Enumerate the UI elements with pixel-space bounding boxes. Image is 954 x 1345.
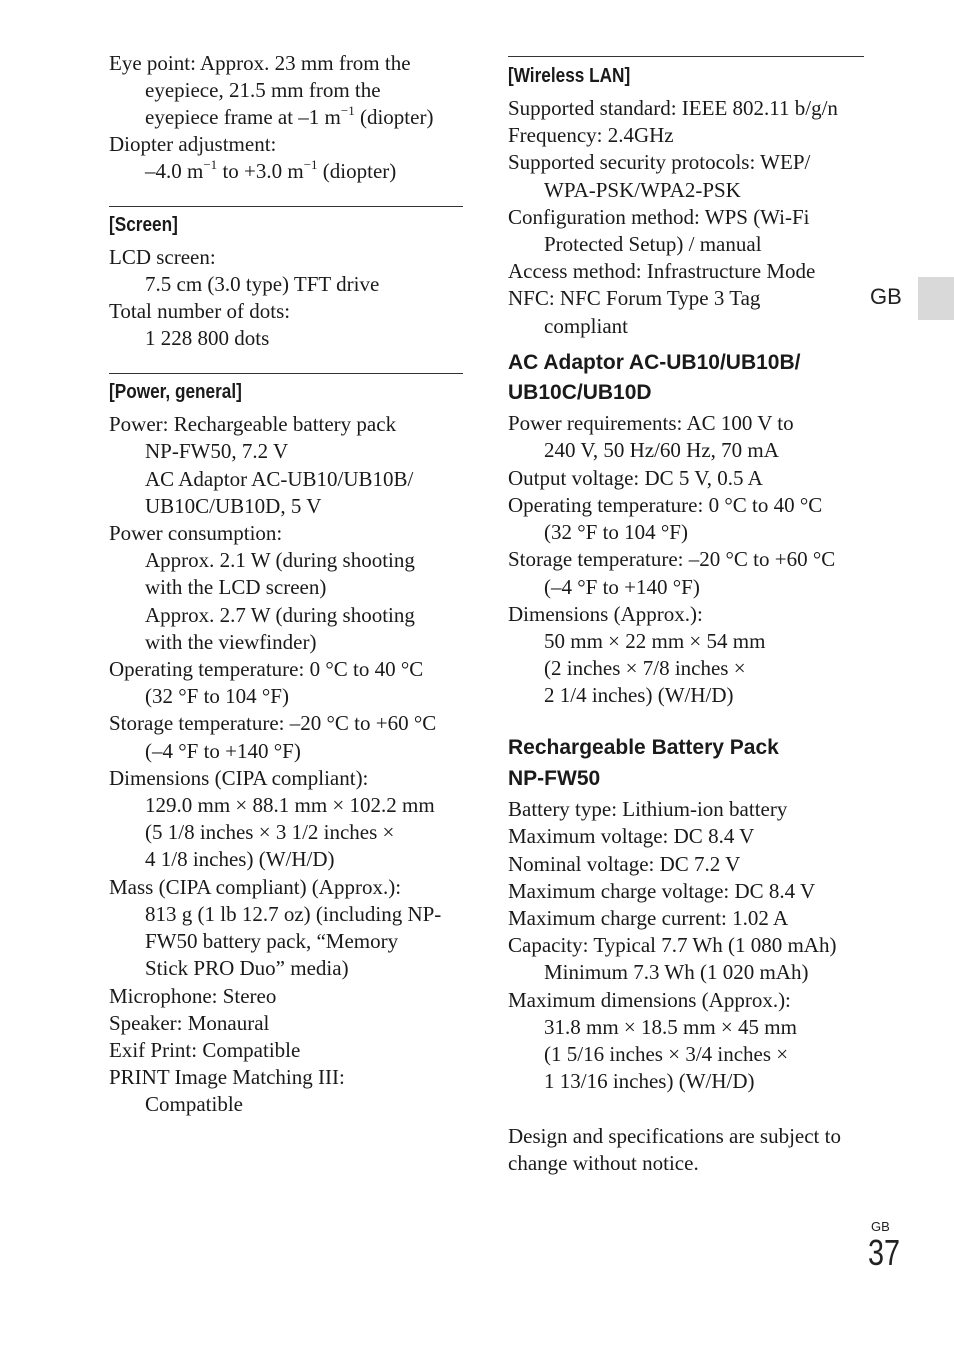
spec-eyepoint-line-1: Eye point: Approx. 23 mm from the bbox=[109, 51, 411, 75]
spec-line: Speaker: Monaural bbox=[109, 1011, 270, 1035]
spec-line: Storage temperature: –20 °C to +60 °C bbox=[508, 547, 836, 571]
spec-line: Maximum dimensions (Approx.): bbox=[508, 988, 791, 1012]
spec-line: 813 g (1 lb 12.7 oz) (including NP- bbox=[145, 902, 442, 926]
spec-line: FW50 battery pack, “Memory bbox=[145, 929, 399, 953]
spec-line: Approx. 2.7 W (during shooting bbox=[145, 603, 415, 627]
spec-line: Maximum charge voltage: DC 8.4 V bbox=[508, 879, 816, 903]
spec-eyepoint-line-3 bbox=[145, 104, 433, 131]
section-heading-power: [Power, general] bbox=[109, 381, 242, 403]
superscript: −1 bbox=[203, 157, 218, 172]
spec-diopter-label: Diopter adjustment: bbox=[109, 132, 277, 156]
spec-line: PRINT Image Matching III: bbox=[109, 1065, 345, 1089]
spec-line: 2 1/4 inches) (W/H/D) bbox=[544, 683, 734, 707]
text-run: (diopter) bbox=[354, 105, 434, 129]
spec-line: 4 1/8 inches) (W/H/D) bbox=[145, 847, 335, 871]
section-divider bbox=[508, 56, 864, 57]
spec-line: Microphone: Stereo bbox=[109, 984, 277, 1008]
spec-line: 7.5 cm (3.0 type) TFT drive bbox=[145, 272, 380, 296]
spec-line: compliant bbox=[544, 314, 628, 338]
superscript: −1 bbox=[340, 103, 355, 118]
spec-line: Storage temperature: –20 °C to +60 °C bbox=[109, 711, 437, 735]
spec-line: (2 inches × 7/8 inches × bbox=[544, 656, 746, 680]
spec-line: Exif Print: Compatible bbox=[109, 1038, 301, 1062]
spec-line: (5 1/8 inches × 3 1/2 inches × bbox=[145, 820, 395, 844]
spec-line: Power requirements: AC 100 V to bbox=[508, 411, 794, 435]
spec-line: 31.8 mm × 18.5 mm × 45 mm bbox=[544, 1015, 797, 1039]
spec-line: (32 °F to 104 °F) bbox=[544, 520, 688, 544]
text-run: –4.0 m bbox=[145, 159, 204, 183]
spec-line: Capacity: Typical 7.7 Wh (1 080 mAh) bbox=[508, 933, 837, 957]
spec-line: Nominal voltage: DC 7.2 V bbox=[508, 852, 741, 876]
spec-line: (–4 °F to +140 °F) bbox=[544, 575, 700, 599]
spec-line: Configuration method: WPS (Wi-Fi bbox=[508, 205, 810, 229]
spec-line: Maximum voltage: DC 8.4 V bbox=[508, 824, 755, 848]
spec-line: Protected Setup) / manual bbox=[544, 232, 762, 256]
spec-line: UB10C/UB10D, 5 V bbox=[145, 494, 322, 518]
side-tab bbox=[918, 277, 954, 320]
spec-line: with the viewfinder) bbox=[145, 630, 317, 654]
spec-diopter-value bbox=[145, 158, 396, 185]
spec-eyepoint-line-2: eyepiece, 21.5 mm from the bbox=[145, 78, 381, 102]
superscript: −1 bbox=[303, 157, 318, 172]
notice-line: Design and specifications are subject to bbox=[508, 1124, 841, 1148]
text-run: eyepiece frame at –1 m bbox=[145, 105, 341, 129]
spec-line: Access method: Infrastructure Mode bbox=[508, 259, 816, 283]
spec-line: Supported standard: IEEE 802.11 b/g/n bbox=[508, 96, 838, 120]
spec-line: Mass (CIPA compliant) (Approx.): bbox=[109, 875, 402, 899]
spec-line: 1 228 800 dots bbox=[145, 326, 270, 350]
section-heading-ac-adaptor-2: UB10C/UB10D bbox=[508, 381, 652, 404]
spec-line: NP-FW50, 7.2 V bbox=[145, 439, 289, 463]
spec-line: Battery type: Lithium-ion battery bbox=[508, 797, 788, 821]
page-number: 37 bbox=[868, 1232, 901, 1273]
section-heading-battery-2: NP-FW50 bbox=[508, 767, 601, 790]
spec-line: (32 °F to 104 °F) bbox=[145, 684, 289, 708]
spec-line: Minimum 7.3 Wh (1 020 mAh) bbox=[544, 960, 809, 984]
spec-line: Power: Rechargeable battery pack bbox=[109, 412, 397, 436]
section-heading-screen: [Screen] bbox=[109, 214, 178, 236]
spec-line: 1 13/16 inches) (W/H/D) bbox=[544, 1069, 755, 1093]
spec-line: Frequency: 2.4GHz bbox=[508, 123, 674, 147]
spec-line: WPA-PSK/WPA2-PSK bbox=[544, 178, 741, 202]
section-divider bbox=[109, 373, 463, 374]
spec-line: with the LCD screen) bbox=[145, 575, 327, 599]
text-run: (diopter) bbox=[317, 159, 397, 183]
spec-line: Dimensions (Approx.): bbox=[508, 602, 703, 626]
spec-line: (–4 °F to +140 °F) bbox=[145, 739, 301, 763]
spec-line: Approx. 2.1 W (during shooting bbox=[145, 548, 415, 572]
spec-line: Stick PRO Duo” media) bbox=[145, 956, 349, 980]
spec-line: Operating temperature: 0 °C to 40 °C bbox=[109, 657, 424, 681]
spec-line: Power consumption: bbox=[109, 521, 283, 545]
section-heading-ac-adaptor-1: AC Adaptor AC-UB10/UB10B/ bbox=[508, 351, 801, 374]
page-language-label: GB bbox=[871, 1219, 890, 1234]
spec-line: NFC: NFC Forum Type 3 Tag bbox=[508, 286, 761, 310]
side-tab-label: GB bbox=[870, 284, 902, 309]
section-heading-wireless-lan: [Wireless LAN] bbox=[508, 65, 631, 87]
text-run: to +3.0 m bbox=[217, 159, 304, 183]
section-heading-battery-1: Rechargeable Battery Pack bbox=[508, 736, 779, 759]
spec-line: Maximum charge current: 1.02 A bbox=[508, 906, 789, 930]
spec-line: Dimensions (CIPA compliant): bbox=[109, 766, 369, 790]
section-divider bbox=[109, 206, 463, 207]
spec-line: 129.0 mm × 88.1 mm × 102.2 mm bbox=[145, 793, 435, 817]
spec-line: LCD screen: bbox=[109, 245, 216, 269]
spec-line: AC Adaptor AC-UB10/UB10B/ bbox=[145, 467, 414, 491]
spec-line: Output voltage: DC 5 V, 0.5 A bbox=[508, 466, 763, 490]
spec-line: Total number of dots: bbox=[109, 299, 291, 323]
spec-line: (1 5/16 inches × 3/4 inches × bbox=[544, 1042, 789, 1066]
spec-line: Compatible bbox=[145, 1092, 243, 1116]
spec-line: 240 V, 50 Hz/60 Hz, 70 mA bbox=[544, 438, 779, 462]
spec-line: 50 mm × 22 mm × 54 mm bbox=[544, 629, 766, 653]
spec-line: Operating temperature: 0 °C to 40 °C bbox=[508, 493, 823, 517]
notice-line: change without notice. bbox=[508, 1151, 699, 1175]
spec-line: Supported security protocols: WEP/ bbox=[508, 150, 811, 174]
